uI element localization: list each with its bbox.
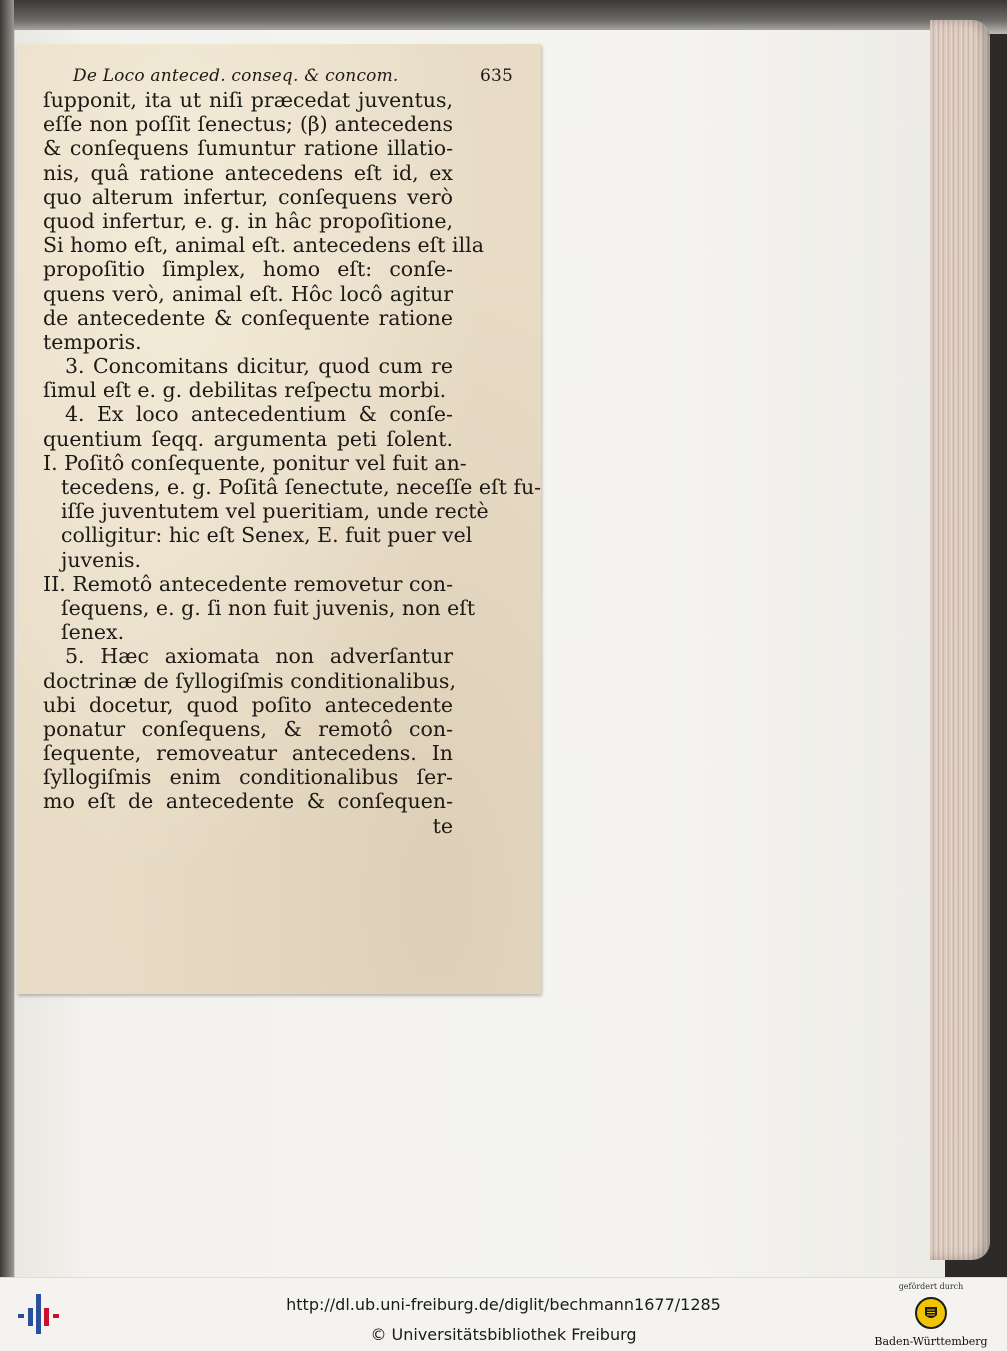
text-line: quo alterum infertur, conſequens verò <box>43 184 453 209</box>
text-line: I. Poſitô conſequente, ponitur vel fuit an- <box>43 450 467 475</box>
text-line: II. Remotô antecedente removetur con- <box>43 571 453 596</box>
text-line: juvenis. <box>61 547 142 572</box>
text-line: nis, quâ ratione antecedens eſt id, ex <box>43 160 453 185</box>
text-line: ſyllogiſmis enim conditionalibus ſer- <box>43 765 453 790</box>
running-head-title: De Loco anteced. conseq. & concom. <box>73 66 399 86</box>
text-line: ubi docetur, quod poſito antecedente <box>43 692 453 717</box>
text-line: doctrinæ de ſyllogiſmis conditionalibus, <box>43 668 456 693</box>
text-line: quentium ſeqq. argumenta peti ſolent. <box>43 426 453 451</box>
text-line: ſupponit, ita ut niſi præcedat juventus, <box>43 88 453 112</box>
book-top-shadow <box>0 0 1007 34</box>
text-line: colligitur: hic eſt Senex, E. fuit puer vel <box>61 523 473 548</box>
text-line: mo eſt de antecedente & conſequen- <box>43 789 453 814</box>
text-line: ſequens, e. g. ſi non fuit juvenis, non eſt <box>61 595 476 620</box>
text-line: 3. Concomitans dicitur, quod cum re <box>65 354 453 379</box>
page-edges <box>930 20 990 1260</box>
text-line: iſſe juventutem vel pueritiam, unde rectè <box>61 499 489 524</box>
text-line: temporis. <box>43 329 142 354</box>
text-line: 4. Ex loco antecedentium & conſe- <box>65 402 453 427</box>
inserted-leaf <box>17 44 541 994</box>
text-line: ſimul eſt e. g. debilitas reſpectu morbi. <box>43 378 447 403</box>
text-line: & conſequens ſumuntur ratione illatio- <box>43 136 453 161</box>
text-line: ſequente, removeatur antecedens. In <box>43 741 453 766</box>
text-line: ponatur conſequens, & remotô con- <box>43 716 453 741</box>
sponsor-block <box>872 1282 990 1348</box>
text-line: tecedens, e. g. Poſitâ ſenectute, neceſſe eſt fu- <box>61 475 542 499</box>
binding-shadow <box>0 0 14 1277</box>
text-line: 5. Hæc axiomata non adverſantur <box>65 644 453 669</box>
sponsor-name: Baden-Württemberg <box>874 1335 988 1348</box>
baden-wuerttemberg-coat-of-arms-icon <box>915 1297 947 1329</box>
text-line: ſenex. <box>61 620 125 645</box>
text-line: de antecedente & conſequente ratione <box>43 305 453 330</box>
permalink-url[interactable]: http://dl.ub.uni-freiburg.de/diglit/bechmann1677/1285 <box>286 1295 721 1314</box>
text-line: Si homo eſt, animal eſt. antecedens eſt illa <box>43 233 484 258</box>
text-line: eſſe non poſſit ſenectus; (β) antecedens <box>43 112 453 137</box>
page-number: 635 <box>479 66 513 86</box>
text-line: quens verò, animal eſt. Hôc locô agitur <box>43 281 453 306</box>
viewer-footer <box>0 1277 1007 1351</box>
running-head <box>73 66 513 86</box>
text-line: propoſitio ſimplex, homo eſt: conſe- <box>43 257 453 282</box>
body-text <box>43 88 542 838</box>
copyright-notice: © Universitätsbibliothek Freiburg <box>370 1325 637 1344</box>
catchword: te <box>432 813 453 838</box>
sponsor-label: gefördert durch <box>898 1282 964 1291</box>
text-line: quod infertur, e. g. in hâc propoſitione, <box>43 208 453 233</box>
